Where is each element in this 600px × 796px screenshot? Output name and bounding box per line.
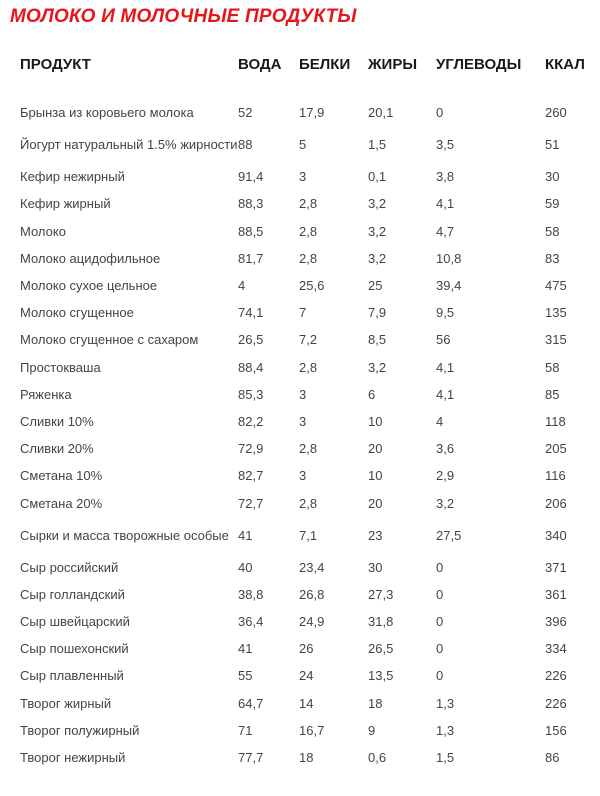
cell-fat: 20 xyxy=(368,441,383,457)
cell-fat: 3,2 xyxy=(368,250,387,266)
cell-protein: 7 xyxy=(299,305,307,321)
header-kcal: ККАЛ xyxy=(545,55,585,73)
cell-fat: 27,3 xyxy=(368,586,394,602)
cell-water: 82,2 xyxy=(238,413,264,429)
cell-water: 72,7 xyxy=(238,495,264,511)
cell-water: 64,7 xyxy=(238,695,264,711)
cell-water: 26,5 xyxy=(238,332,264,348)
cell-product: Ряженка xyxy=(20,386,72,402)
cell-carbs: 4,1 xyxy=(436,386,455,402)
cell-product: Сметана 20% xyxy=(20,495,103,511)
table-header-row xyxy=(0,50,600,78)
cell-carbs: 1,5 xyxy=(436,750,455,766)
table-row xyxy=(0,717,600,744)
cell-product: Молоко ацидофильное xyxy=(20,250,161,266)
cell-fat: 31,8 xyxy=(368,614,394,630)
cell-fat: 10 xyxy=(368,413,383,429)
cell-carbs: 0 xyxy=(436,668,444,684)
cell-product: Кефир жирный xyxy=(20,196,111,212)
cell-protein: 26 xyxy=(299,641,314,657)
cell-protein: 3 xyxy=(299,169,307,185)
cell-product: Сыр пошехонский xyxy=(20,641,129,657)
cell-product: Творог жирный xyxy=(20,695,112,711)
cell-kcal: 30 xyxy=(545,169,560,185)
cell-kcal: 475 xyxy=(545,278,567,294)
table-body xyxy=(0,78,600,771)
cell-carbs: 0 xyxy=(436,586,444,602)
cell-water: 36,4 xyxy=(238,614,264,630)
cell-product: Брынза из коровьего молока xyxy=(20,105,194,121)
cell-kcal: 85 xyxy=(545,386,560,402)
table-row xyxy=(0,126,600,163)
spacer-row xyxy=(0,78,600,99)
cell-kcal: 205 xyxy=(545,441,567,457)
table-row xyxy=(0,635,600,662)
table-row xyxy=(0,662,600,689)
table-row xyxy=(0,326,600,353)
header-protein: БЕЛКИ xyxy=(299,55,351,73)
cell-water: 71 xyxy=(238,722,253,738)
cell-kcal: 58 xyxy=(545,223,560,239)
table-row xyxy=(0,581,600,608)
table-row xyxy=(0,690,600,717)
cell-water: 88,3 xyxy=(238,196,264,212)
cell-product: Йогурт натуральный 1.5% жирности xyxy=(20,137,238,153)
cell-product: Молоко сгущенное xyxy=(20,305,134,321)
cell-fat: 20 xyxy=(368,495,383,511)
cell-fat: 9 xyxy=(368,722,376,738)
cell-protein: 17,9 xyxy=(299,105,325,121)
cell-protein: 5 xyxy=(299,137,307,153)
cell-carbs: 10,8 xyxy=(436,250,462,266)
cell-carbs: 0 xyxy=(436,641,444,657)
cell-product: Сыр голландский xyxy=(20,586,125,602)
cell-fat: 6 xyxy=(368,386,376,402)
table-row xyxy=(0,408,600,435)
table-row xyxy=(0,608,600,635)
cell-fat: 7,9 xyxy=(368,305,387,321)
cell-carbs: 4,7 xyxy=(436,223,455,239)
cell-product: Простокваша xyxy=(20,359,101,375)
cell-product: Кефир нежирный xyxy=(20,169,125,185)
cell-kcal: 118 xyxy=(545,413,566,429)
cell-product: Сыр плавленный xyxy=(20,668,124,684)
cell-product: Молоко xyxy=(20,223,66,239)
table-row xyxy=(0,744,600,771)
cell-kcal: 226 xyxy=(545,668,567,684)
cell-water: 88,5 xyxy=(238,223,264,239)
cell-protein: 23,4 xyxy=(299,559,325,575)
cell-fat: 25 xyxy=(368,278,383,294)
cell-fat: 3,2 xyxy=(368,223,387,239)
cell-product: Сливки 20% xyxy=(20,441,94,457)
table-row xyxy=(0,517,600,554)
table-row xyxy=(0,489,600,516)
cell-water: 72,9 xyxy=(238,441,264,457)
cell-product: Сливки 10% xyxy=(20,413,94,429)
cell-protein: 3 xyxy=(299,413,307,429)
cell-fat: 10 xyxy=(368,468,383,484)
table-row xyxy=(0,245,600,272)
cell-carbs: 9,5 xyxy=(436,305,455,321)
cell-fat: 23 xyxy=(368,527,383,543)
cell-kcal: 340 xyxy=(545,527,567,543)
cell-kcal: 116 xyxy=(545,468,566,484)
cell-kcal: 86 xyxy=(545,750,560,766)
cell-fat: 26,5 xyxy=(368,641,394,657)
cell-carbs: 27,5 xyxy=(436,527,462,543)
cell-fat: 18 xyxy=(368,695,383,711)
cell-water: 77,7 xyxy=(238,750,264,766)
cell-kcal: 51 xyxy=(545,137,560,153)
cell-protein: 7,1 xyxy=(299,527,318,543)
cell-fat: 1,5 xyxy=(368,137,387,153)
table-row xyxy=(0,354,600,381)
cell-kcal: 83 xyxy=(545,250,560,266)
cell-protein: 2,8 xyxy=(299,250,318,266)
cell-protein: 2,8 xyxy=(299,359,318,375)
cell-kcal: 315 xyxy=(545,332,567,348)
cell-carbs: 0 xyxy=(436,614,444,630)
cell-product: Сыр российский xyxy=(20,559,119,575)
nutrition-table xyxy=(0,50,600,771)
cell-carbs: 3,8 xyxy=(436,169,455,185)
cell-water: 85,3 xyxy=(238,386,264,402)
cell-fat: 20,1 xyxy=(368,105,394,121)
cell-fat: 0,1 xyxy=(368,169,387,185)
cell-carbs: 39,4 xyxy=(436,278,462,294)
cell-carbs: 3,6 xyxy=(436,441,455,457)
cell-kcal: 206 xyxy=(545,495,567,511)
header-carbs: УГЛЕВОДЫ xyxy=(436,55,522,73)
cell-fat: 30 xyxy=(368,559,383,575)
cell-protein: 25,6 xyxy=(299,278,325,294)
cell-protein: 26,8 xyxy=(299,586,325,602)
cell-protein: 2,8 xyxy=(299,495,318,511)
cell-carbs: 4 xyxy=(436,413,444,429)
cell-protein: 2,8 xyxy=(299,196,318,212)
cell-protein: 24,9 xyxy=(299,614,325,630)
cell-kcal: 58 xyxy=(545,359,560,375)
cell-water: 38,8 xyxy=(238,586,264,602)
cell-carbs: 0 xyxy=(436,105,444,121)
cell-kcal: 226 xyxy=(545,695,567,711)
cell-protein: 3 xyxy=(299,386,307,402)
cell-carbs: 3,5 xyxy=(436,137,455,153)
header-fat: ЖИРЫ xyxy=(368,55,418,73)
cell-carbs: 3,2 xyxy=(436,495,455,511)
cell-carbs: 1,3 xyxy=(436,695,455,711)
cell-carbs: 56 xyxy=(436,332,451,348)
cell-fat: 0,6 xyxy=(368,750,387,766)
cell-product: Сырки и масса творожные особые xyxy=(20,527,229,543)
cell-protein: 24 xyxy=(299,668,314,684)
table-row xyxy=(0,554,600,581)
cell-fat: 8,5 xyxy=(368,332,387,348)
cell-product: Сыр швейцарский xyxy=(20,614,130,630)
cell-kcal: 156 xyxy=(545,722,567,738)
cell-product: Молоко сухое цельное xyxy=(20,278,158,294)
cell-product: Сметана 10% xyxy=(20,468,103,484)
cell-kcal: 260 xyxy=(545,105,567,121)
cell-protein: 3 xyxy=(299,468,307,484)
cell-water: 52 xyxy=(238,105,253,121)
cell-water: 91,4 xyxy=(238,169,264,185)
cell-water: 40 xyxy=(238,559,253,575)
cell-kcal: 371 xyxy=(545,559,567,575)
table-row xyxy=(0,272,600,299)
cell-carbs: 0 xyxy=(436,559,444,575)
cell-water: 41 xyxy=(238,641,253,657)
table-row xyxy=(0,462,600,489)
cell-water: 81,7 xyxy=(238,250,264,266)
table-row xyxy=(0,435,600,462)
table-row xyxy=(0,218,600,245)
cell-fat: 3,2 xyxy=(368,359,387,375)
cell-carbs: 4,1 xyxy=(436,196,455,212)
cell-carbs: 1,3 xyxy=(436,722,455,738)
header-product: ПРОДУКТ xyxy=(20,55,91,73)
cell-water: 82,7 xyxy=(238,468,264,484)
cell-protein: 7,2 xyxy=(299,332,318,348)
cell-product: Творог нежирный xyxy=(20,750,126,766)
cell-water: 88 xyxy=(238,137,253,153)
table-row xyxy=(0,190,600,217)
cell-protein: 2,8 xyxy=(299,223,318,239)
cell-fat: 3,2 xyxy=(368,196,387,212)
cell-kcal: 396 xyxy=(545,614,567,630)
cell-protein: 18 xyxy=(299,750,314,766)
cell-fat: 13,5 xyxy=(368,668,394,684)
cell-kcal: 59 xyxy=(545,196,560,212)
cell-water: 4 xyxy=(238,278,246,294)
cell-kcal: 334 xyxy=(545,641,567,657)
cell-carbs: 2,9 xyxy=(436,468,455,484)
cell-protein: 16,7 xyxy=(299,722,325,738)
header-water: ВОДА xyxy=(238,55,282,73)
cell-product: Творог полужирный xyxy=(20,722,140,738)
cell-water: 55 xyxy=(238,668,253,684)
cell-protein: 2,8 xyxy=(299,441,318,457)
table-row xyxy=(0,163,600,190)
cell-water: 74,1 xyxy=(238,305,264,321)
cell-product: Молоко сгущенное с сахаром xyxy=(20,332,199,348)
table-row xyxy=(0,381,600,408)
cell-protein: 14 xyxy=(299,695,314,711)
table-row xyxy=(0,99,600,126)
cell-kcal: 135 xyxy=(545,305,567,321)
page-title: МОЛОКО И МОЛОЧНЫЕ ПРОДУКТЫ xyxy=(10,6,357,27)
cell-water: 88,4 xyxy=(238,359,264,375)
cell-water: 41 xyxy=(238,527,253,543)
cell-kcal: 361 xyxy=(545,586,567,602)
cell-carbs: 4,1 xyxy=(436,359,455,375)
table-row xyxy=(0,299,600,326)
